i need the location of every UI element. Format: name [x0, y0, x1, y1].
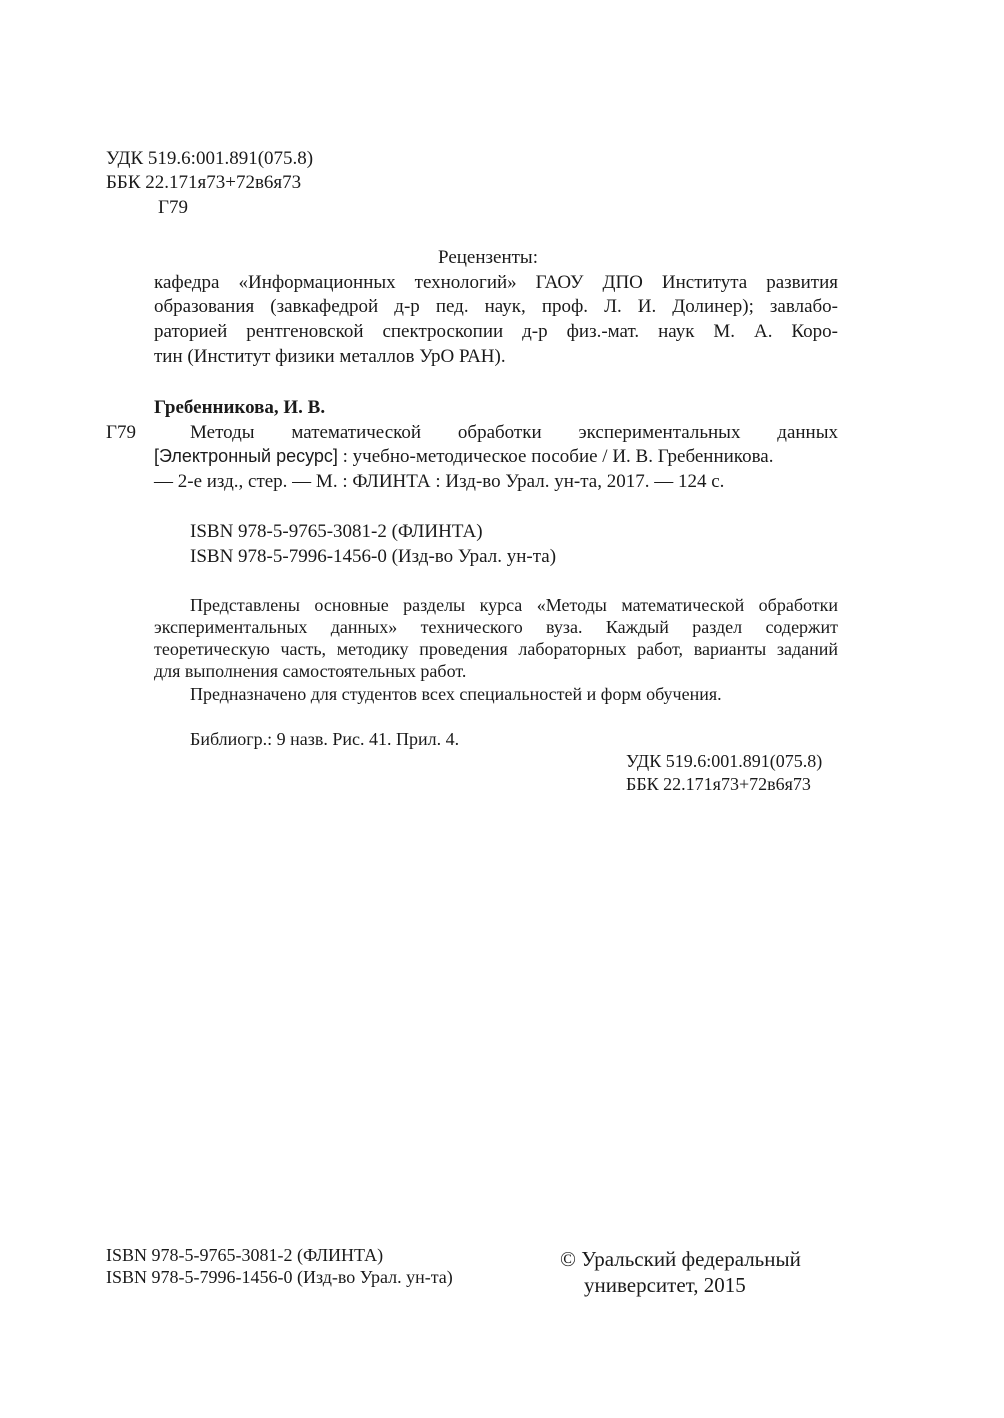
footer-isbn-ural: ISBN 978-5-7996-1456-0 (Изд-во Урал. ун-та): [106, 1267, 453, 1287]
udk-code: УДК 519.6:001.891(075.8): [106, 148, 314, 169]
isbn-ural: ISBN 978-5-7996-1456-0 (Изд-во Урал. ун-та): [190, 546, 557, 567]
copyright-line: © Уральский федеральный: [560, 1247, 801, 1271]
annotation-purpose: Предназначено для студентов всех специальностей и форм обучения.: [190, 684, 722, 704]
author-mark: Г79: [158, 197, 188, 218]
annotation-line: Представлены основные разделы курса «Методы математической обработки: [190, 595, 838, 615]
isbn-flinta: ISBN 978-5-9765-3081-2 (ФЛИНТА): [190, 521, 483, 542]
publication-info: — 2-е изд., стер. — М. : ФЛИНТА : Изд-во Урал. ун-та, 2017. — 124 с.: [154, 471, 725, 492]
footer-isbn-flinta: ISBN 978-5-9765-3081-2 (ФЛИНТА): [106, 1245, 384, 1265]
copyright-line: университет, 2015: [584, 1273, 746, 1297]
annotation-line: экспериментальных данных» технического вуза. Каждый раздел содержит: [154, 617, 838, 637]
reviewers-line: тин (Институт физики металлов УрО РАН).: [154, 346, 506, 367]
reviewers-line: образования (завкафедрой д-р пед. наук, проф. Л. И. Долинер); завлабо-: [154, 296, 838, 317]
reviewers-line: кафедра «Информационных технологий» ГАОУ ДПО Института развития: [154, 272, 838, 293]
resource-type: [Электронный ресурс]: [154, 446, 338, 466]
book-subtitle: [154, 445, 773, 468]
annotation-line: для выполнения самостоятельных работ.: [154, 661, 467, 681]
resource-rest: : учебно-методическое пособие / И. В. Гребенникова.: [337, 446, 774, 467]
annotation-line: теоретическую часть, методику проведения лабораторных работ, варианты заданий: [154, 639, 838, 659]
bbk-code: ББК 22.171я73+72в6я73: [106, 172, 302, 193]
author-name: Гребенникова, И. В.: [154, 397, 326, 418]
bbk-code-repeat: ББК 22.171я73+72в6я73: [626, 774, 811, 794]
bibliography-note: Библиогр.: 9 назв. Рис. 41. Прил. 4.: [190, 729, 460, 749]
book-title: Методы математической обработки экспериментальных данных: [190, 422, 838, 443]
reviewers-line: раторией рентгеновской спектроскопии д-р физ.-мат. наук М. А. Коро-: [154, 321, 838, 342]
udk-code-repeat: УДК 519.6:001.891(075.8): [626, 751, 823, 771]
reviewers-title: Рецензенты:: [438, 247, 538, 268]
entry-code: Г79: [106, 422, 136, 443]
